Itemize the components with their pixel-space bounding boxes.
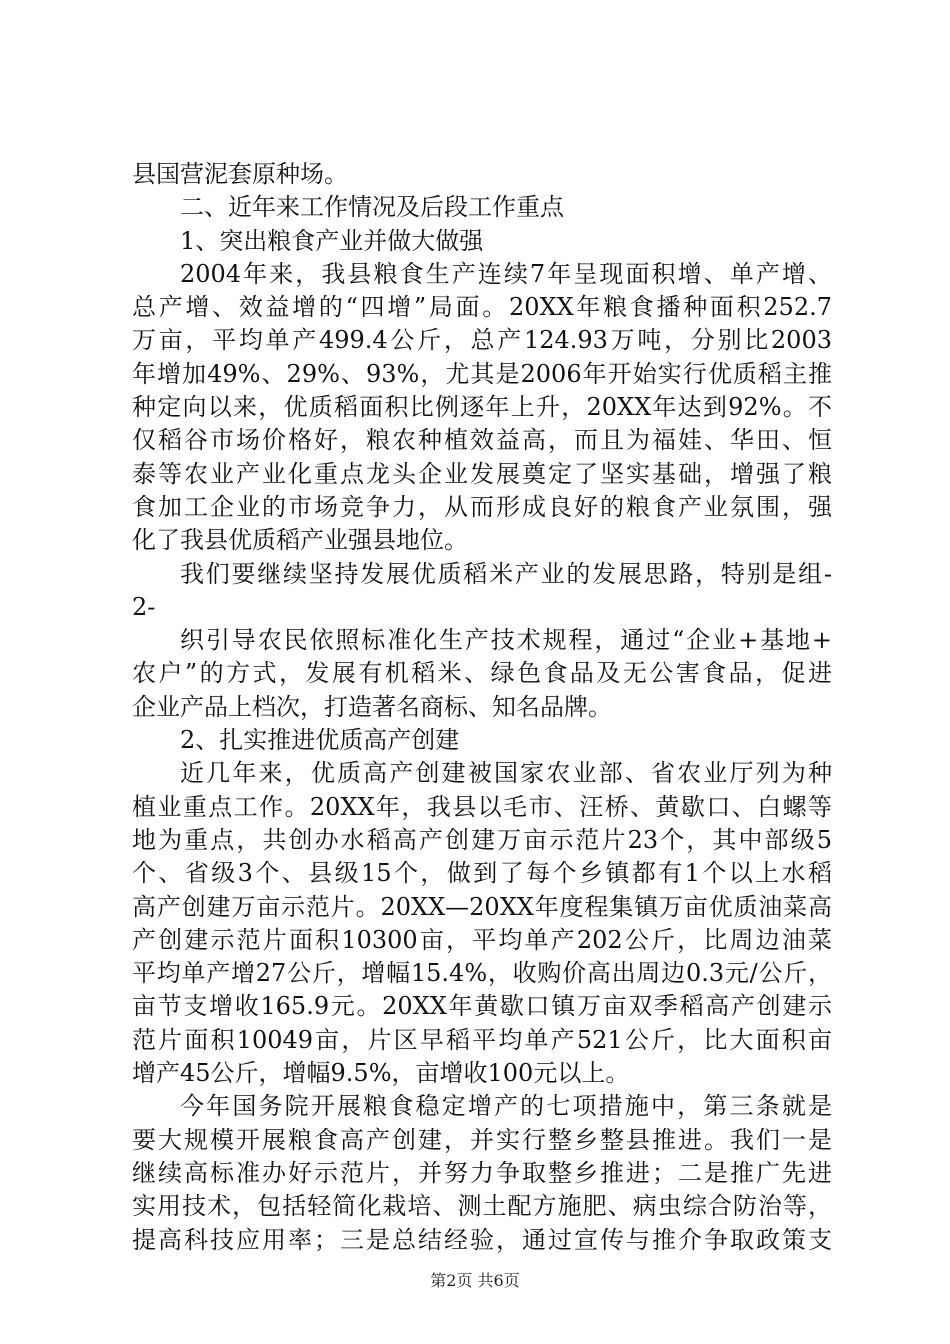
text-line: 农户”的方式，发展有机稻米、绿色食品及无公害食品，促进 — [132, 659, 832, 688]
text-line: 范片面积10049亩，片区早稻平均单产521公斤，比大面积亩 — [132, 1025, 832, 1054]
text-line: 1、突出粮食产业并做大做强 — [180, 226, 484, 255]
text-line: 近几年来，优质高产创建被国家农业部、省农业厅列为种 — [180, 759, 832, 788]
text-line: 继续高标准办好示范片，并努力争取整乡推进；二是推广先进 — [132, 1158, 832, 1187]
text-line: 提高科技应用率；三是总结经验，通过宣传与推介争取政策支 — [132, 1225, 832, 1254]
text-line: 万亩，平均单产499.4公斤，总产124.93万吨，分别比2003 — [132, 326, 832, 355]
text-line: 年增加49%、29%、93%，尤其是2006年开始实行优质稻主推 — [132, 359, 832, 388]
text-line: 总产增、效益增的“四增”局面。20XX年粮食播种面积252.7 — [132, 293, 832, 322]
text-line: 食加工企业的市场竞争力，从而形成良好的粮食产业氛围，强 — [132, 492, 832, 521]
text-line: 种定向以来，优质稻面积比例逐年上升，20XX年达到92%。不 — [132, 393, 832, 422]
text-line: 化了我县优质稻产业强县地位。 — [132, 526, 468, 555]
text-line: 植业重点工作。20XX年，我县以毛市、汪桥、黄歇口、白螺等 — [132, 792, 832, 821]
text-line: 个、省级3个、县级15个，做到了每个乡镇都有1个以上水稻 — [132, 859, 832, 888]
text-line: 产创建示范片面积10300亩，平均单产202公斤，比周边油菜 — [132, 925, 832, 954]
text-line: 仅稻谷市场价格好，粮农种植效益高，而且为福娃、华田、恒 — [132, 426, 832, 455]
text-line: 要大规模开展粮食高产创建，并实行整乡整县推进。我们一是 — [132, 1125, 832, 1154]
text-line: 企业产品上档次，打造著名商标、知名品牌。 — [132, 692, 612, 721]
text-line: 二、近年来工作情况及后段工作重点 — [180, 193, 564, 222]
text-line: 2- — [132, 592, 156, 621]
text-line: 2、扎实推进优质高产创建 — [180, 726, 460, 755]
text-line: 亩节支增收165.9元。20XX年黄歇口镇万亩双季稻高产创建示 — [132, 992, 832, 1021]
text-line: 地为重点，共创办水稻高产创建万亩示范片23个，其中部级5 — [132, 825, 832, 854]
text-line: 我们要继续坚持发展优质稻米产业的发展思路，特别是组- — [180, 559, 832, 588]
text-line: 增产45公斤，增幅9.5%，亩增收100元以上。 — [132, 1059, 630, 1088]
text-line: 实用技术，包括轻简化栽培、测土配方施肥、病虫综合防治等， — [132, 1192, 832, 1221]
text-line: 高产创建万亩示范片。20XX—20XX年度程集镇万亩优质油菜高 — [132, 892, 832, 921]
page-footer: 第2页 共6页 — [430, 1271, 520, 1290]
text-line: 平均单产增27公斤，增幅15.4%，收购价高出周边0.3元/公斤， — [132, 959, 832, 988]
text-line: 织引导农民依照标准化生产技术规程，通过“企业+基地+ — [180, 626, 832, 655]
text-line: 2004年来，我县粮食生产连续7年呈现面积增、单产增、 — [180, 259, 832, 288]
text-line: 县国营泥套原种场。 — [132, 160, 348, 188]
body-text — [132, 158, 832, 1257]
text-line: 泰等农业产业化重点龙头企业发展奠定了坚实基础，增强了粮 — [132, 459, 832, 488]
text-line: 今年国务院开展粮食稳定增产的七项措施中，第三条就是 — [180, 1092, 832, 1121]
